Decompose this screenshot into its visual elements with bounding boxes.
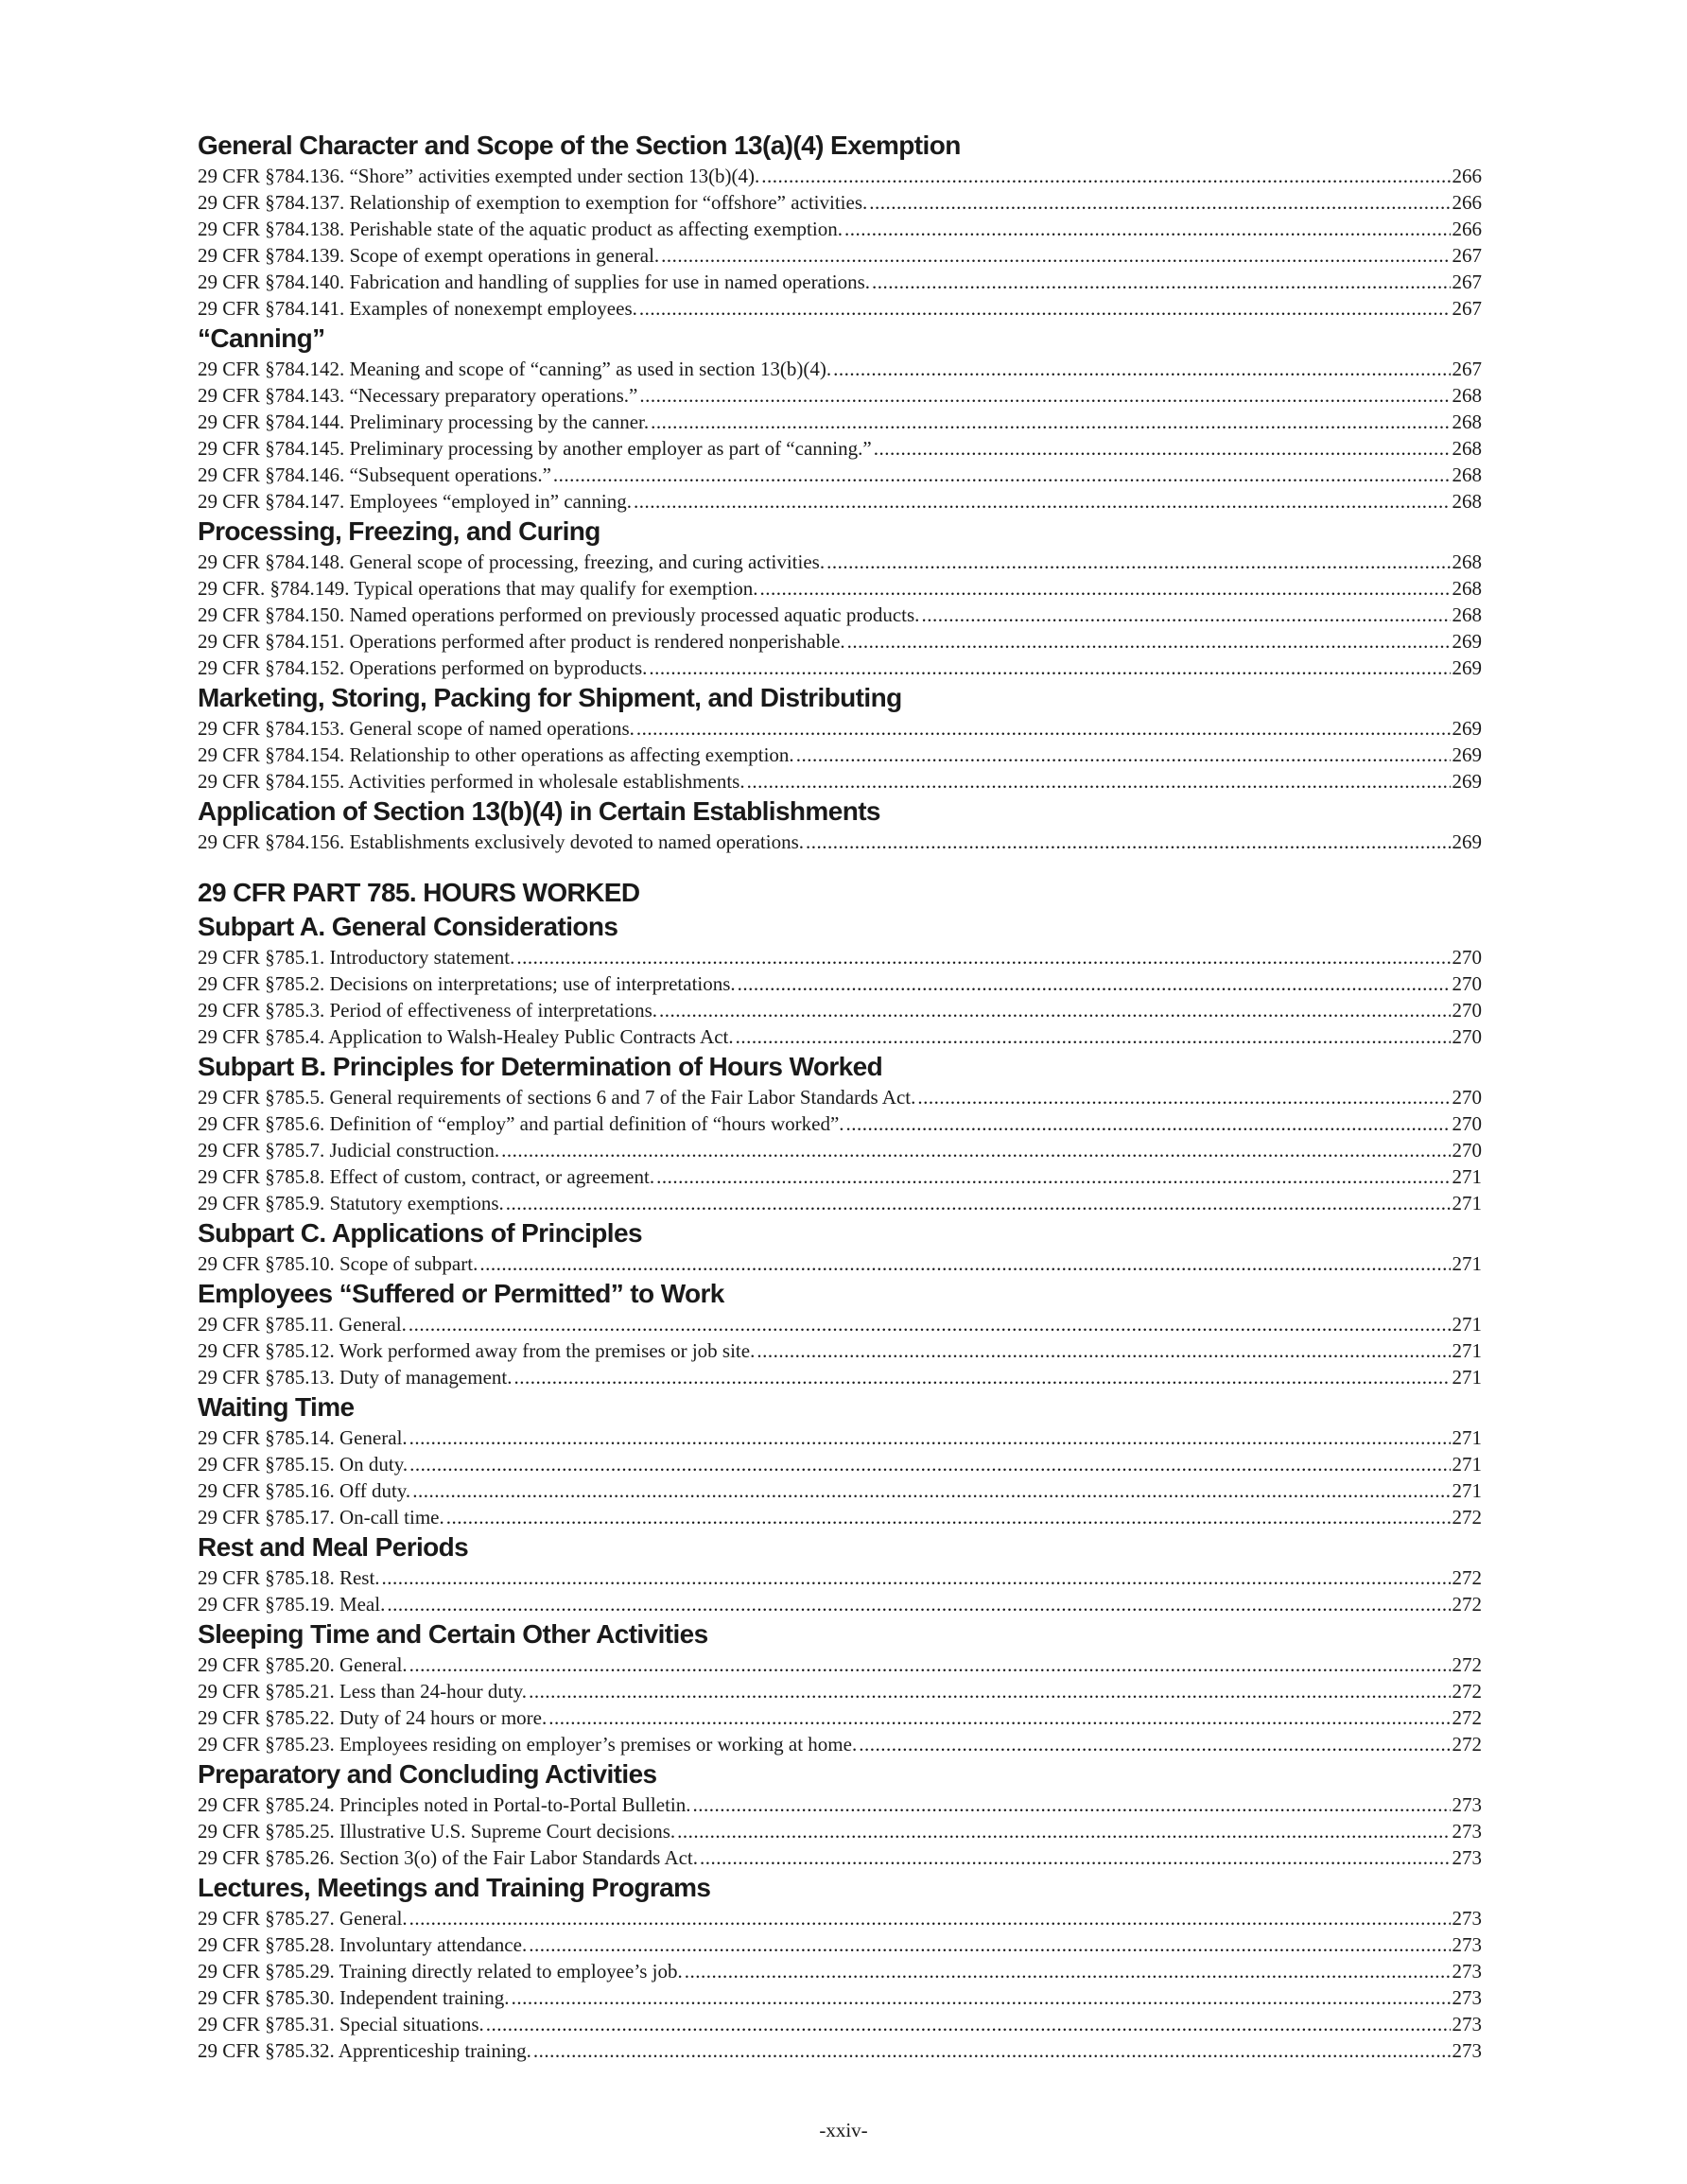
dot-leader bbox=[529, 1931, 1450, 1958]
toc-entry bbox=[198, 549, 1482, 575]
toc-entry-page: 268 bbox=[1452, 577, 1482, 600]
toc-entry-page: 268 bbox=[1452, 603, 1482, 626]
dot-leader bbox=[692, 1791, 1450, 1818]
toc-entry-title: 29 CFR §784.138. Perishable state of the aquatic product as affecting exemption. bbox=[198, 218, 843, 240]
toc-entry-page: 266 bbox=[1452, 191, 1482, 214]
section-heading: Marketing, Storing, Packing for Shipment, and Distributing bbox=[198, 683, 902, 712]
toc-entry-page: 269 bbox=[1452, 717, 1482, 740]
toc-entry-title: 29 CFR §784.140. Fabrication and handling of supplies for use in named operations. bbox=[198, 271, 870, 293]
toc-entry bbox=[198, 1477, 1482, 1504]
toc-entry-page: 268 bbox=[1452, 463, 1482, 486]
toc-entry-page: 269 bbox=[1452, 770, 1482, 793]
toc-entry-title: 29 CFR §785.30. Independent training. bbox=[198, 1986, 510, 2009]
dot-leader bbox=[685, 1958, 1451, 1984]
toc-entry bbox=[198, 742, 1482, 768]
dot-leader bbox=[639, 382, 1450, 409]
toc-entry bbox=[198, 1591, 1482, 1617]
toc-entry-title: 29 CFR §784.144. Preliminary processing by the canner. bbox=[198, 411, 650, 433]
dot-leader bbox=[409, 1311, 1451, 1337]
section-heading: Sleeping Time and Certain Other Activities bbox=[198, 1619, 708, 1649]
toc-entry bbox=[198, 1163, 1482, 1190]
toc-entry-title: 29 CFR §784.143. “Necessary preparatory operations.” bbox=[198, 384, 638, 407]
toc-entry-page: 273 bbox=[1452, 2039, 1482, 2062]
dot-leader bbox=[869, 189, 1450, 216]
toc-entry-page: 270 bbox=[1452, 1139, 1482, 1162]
toc-entry bbox=[198, 382, 1482, 409]
section-heading: Preparatory and Concluding Activities bbox=[198, 1759, 657, 1789]
section-heading: “Canning” bbox=[198, 323, 325, 353]
dot-leader bbox=[844, 216, 1451, 242]
toc-entry bbox=[198, 768, 1482, 795]
toc-entry-page: 272 bbox=[1452, 1593, 1482, 1616]
dot-leader bbox=[847, 628, 1451, 655]
dot-leader bbox=[859, 1731, 1450, 1757]
toc-entry-title: 29 CFR §785.5. General requirements of sections 6 and 7 of the Fair Labor Standards Act. bbox=[198, 1086, 916, 1109]
dot-leader bbox=[512, 1984, 1451, 2011]
dot-leader bbox=[874, 435, 1451, 462]
toc-entry-page: 270 bbox=[1452, 972, 1482, 995]
toc-entry-page: 269 bbox=[1452, 743, 1482, 766]
toc-entry-title: 29 CFR §785.20. General. bbox=[198, 1653, 408, 1676]
toc-entry-title: 29 CFR §784.151. Operations performed after product is rendered nonperishable. bbox=[198, 630, 845, 653]
toc-entry-title: 29 CFR §785.21. Less than 24-hour duty. bbox=[198, 1680, 528, 1703]
toc-entry-page: 272 bbox=[1452, 1680, 1482, 1703]
dot-leader bbox=[486, 2011, 1451, 2037]
section-heading: Subpart A. General Considerations bbox=[198, 912, 618, 941]
toc-entry bbox=[198, 1084, 1482, 1110]
dot-leader bbox=[833, 356, 1450, 382]
toc-entry-title: 29 CFR §785.4. Application to Walsh-Healey Public Contracts Act. bbox=[198, 1025, 734, 1048]
toc-entry-title: 29 CFR §784.142. Meaning and scope of “canning” as used in section 13(b)(4). bbox=[198, 358, 832, 380]
dot-leader bbox=[651, 409, 1450, 435]
toc-entry bbox=[198, 944, 1482, 970]
section-heading: Lectures, Meetings and Training Programs bbox=[198, 1873, 711, 1902]
toc-entry bbox=[198, 1110, 1482, 1137]
toc-entry-title: 29 CFR §785.13. Duty of management. bbox=[198, 1366, 513, 1389]
toc-entry-title: 29 CFR §785.24. Principles noted in Portal-to-Portal Bulletin. bbox=[198, 1793, 691, 1816]
toc-entry-title: 29 CFR §784.139. Scope of exempt operations in general. bbox=[198, 244, 660, 267]
toc-entry bbox=[198, 1137, 1482, 1163]
dot-leader bbox=[796, 742, 1451, 768]
toc-entry bbox=[198, 1844, 1482, 1871]
toc-entry-title: 29 CFR §785.7. Judicial construction. bbox=[198, 1139, 500, 1162]
toc-entry-title: 29 CFR §785.6. Definition of “employ” and partial definition of “hours worked”. bbox=[198, 1112, 844, 1135]
dot-leader bbox=[501, 1137, 1450, 1163]
toc-entry-title: 29 CFR §784.155. Activities performed in wholesale establishments. bbox=[198, 770, 745, 793]
toc-entry-page: 271 bbox=[1452, 1453, 1482, 1476]
toc-entry-title: 29 CFR §784.148. General scope of processing, freezing, and curing activities. bbox=[198, 550, 826, 573]
toc-entry-title: 29 CFR §785.31. Special situations. bbox=[198, 2013, 484, 2035]
dot-leader bbox=[806, 829, 1450, 855]
section-heading: Subpart B. Principles for Determination of Hours Worked bbox=[198, 1052, 883, 1081]
section-heading: Waiting Time bbox=[198, 1392, 355, 1422]
toc-entry-title: 29 CFR §785.11. General. bbox=[198, 1313, 407, 1336]
toc-entry bbox=[198, 655, 1482, 681]
toc-entry-title: 29 CFR §785.17. On-call time. bbox=[198, 1506, 444, 1529]
toc-entry-page: 267 bbox=[1452, 271, 1482, 293]
toc-entry-page: 271 bbox=[1452, 1165, 1482, 1188]
toc-entry bbox=[198, 1931, 1482, 1958]
toc-entry-title: 29 CFR §785.19. Meal. bbox=[198, 1593, 386, 1616]
dot-leader bbox=[747, 768, 1451, 795]
dot-leader bbox=[757, 1337, 1450, 1364]
toc-entry-title: 29 CFR §784.141. Examples of nonexempt employees. bbox=[198, 297, 637, 320]
toc-entry bbox=[198, 409, 1482, 435]
toc-entry bbox=[198, 2011, 1482, 2037]
toc-entry-page: 273 bbox=[1452, 1793, 1482, 1816]
toc-entry-title: 29 CFR §785.1. Introductory statement. bbox=[198, 946, 515, 969]
toc-entry bbox=[198, 1451, 1482, 1477]
part-heading: 29 CFR PART 785. HOURS WORKED bbox=[198, 878, 640, 907]
dot-leader bbox=[409, 1451, 1450, 1477]
toc-entry-page: 270 bbox=[1452, 1086, 1482, 1109]
toc-entry-page: 273 bbox=[1452, 2013, 1482, 2035]
toc-entry bbox=[198, 488, 1482, 515]
toc-entry bbox=[198, 295, 1482, 322]
dot-leader bbox=[677, 1818, 1450, 1844]
toc-entry bbox=[198, 1818, 1482, 1844]
toc-entry-page: 267 bbox=[1452, 358, 1482, 380]
dot-leader bbox=[479, 1250, 1450, 1277]
toc-entry-title: 29 CFR §785.27. General. bbox=[198, 1907, 408, 1930]
toc-entry-page: 268 bbox=[1452, 437, 1482, 460]
toc-entry-title: 29 CFR §785.12. Work performed away from the premises or job site. bbox=[198, 1339, 756, 1362]
toc-entry-page: 272 bbox=[1452, 1566, 1482, 1589]
toc-entry bbox=[198, 216, 1482, 242]
toc-entry bbox=[198, 462, 1482, 488]
toc-entry-title: 29 CFR §785.10. Scope of subpart. bbox=[198, 1252, 478, 1275]
toc-entry-page: 269 bbox=[1452, 830, 1482, 853]
toc-entry-title: 29 CFR §785.22. Duty of 24 hours or more. bbox=[198, 1706, 548, 1729]
toc-entry-page: 266 bbox=[1452, 218, 1482, 240]
toc-entry bbox=[198, 1364, 1482, 1390]
toc-entry-title: 29 CFR §784.136. “Shore” activities exempted under section 13(b)(4). bbox=[198, 165, 760, 187]
toc-entry-page: 273 bbox=[1452, 1986, 1482, 2009]
toc-entry bbox=[198, 1250, 1482, 1277]
dot-leader bbox=[700, 1844, 1450, 1871]
toc-entry-title: 29 CFR §785.9. Statutory exemptions. bbox=[198, 1192, 504, 1214]
dot-leader bbox=[529, 1678, 1450, 1704]
toc-entry bbox=[198, 602, 1482, 628]
toc-entry-page: 271 bbox=[1452, 1252, 1482, 1275]
dot-leader bbox=[548, 1704, 1450, 1731]
toc-entry-title: 29 CFR §784.156. Establishments exclusively devoted to named operations. bbox=[198, 830, 805, 853]
toc-entry-page: 268 bbox=[1452, 550, 1482, 573]
dot-leader bbox=[409, 1905, 1451, 1931]
toc-entry bbox=[198, 1984, 1482, 2011]
toc-entry bbox=[198, 1504, 1482, 1530]
dot-leader bbox=[382, 1564, 1451, 1591]
toc-entry-page: 270 bbox=[1452, 999, 1482, 1022]
dot-leader bbox=[639, 295, 1451, 322]
section-heading: Rest and Meal Periods bbox=[198, 1532, 469, 1562]
toc-entry-title: 29 CFR §785.29. Training directly related to employee’s job. bbox=[198, 1960, 683, 1983]
dot-leader bbox=[446, 1504, 1451, 1530]
toc-entry-title: 29 CFR §785.23. Employees residing on employer’s premises or working at home. bbox=[198, 1733, 858, 1756]
toc-entry-page: 271 bbox=[1452, 1479, 1482, 1502]
toc-entry-title: 29 CFR §785.28. Involuntary attendance. bbox=[198, 1933, 528, 1956]
dot-leader bbox=[846, 1110, 1451, 1137]
toc-entry-page: 272 bbox=[1452, 1653, 1482, 1676]
toc-entry bbox=[198, 829, 1482, 855]
toc-entry bbox=[198, 997, 1482, 1023]
table-of-contents bbox=[198, 129, 1482, 2064]
toc-entry-page: 270 bbox=[1452, 1112, 1482, 1135]
dot-leader bbox=[516, 944, 1450, 970]
toc-entry-page: 273 bbox=[1452, 1820, 1482, 1843]
toc-entry-title: 29 CFR §785.14. General. bbox=[198, 1426, 408, 1449]
dot-leader bbox=[634, 488, 1450, 515]
dot-leader bbox=[736, 1023, 1451, 1050]
toc-entry bbox=[198, 970, 1482, 997]
toc-entry-page: 269 bbox=[1452, 630, 1482, 653]
dot-leader bbox=[761, 163, 1450, 189]
toc-entry bbox=[198, 1958, 1482, 1984]
toc-entry-title: 29 CFR §785.25. Illustrative U.S. Supreme Court decisions. bbox=[198, 1820, 676, 1843]
dot-leader bbox=[661, 242, 1450, 269]
toc-entry bbox=[198, 269, 1482, 295]
dot-leader bbox=[738, 970, 1451, 997]
page-number: -xxiv- bbox=[819, 2119, 868, 2141]
toc-entry-title: 29 CFR §785.15. On duty. bbox=[198, 1453, 409, 1476]
toc-entry bbox=[198, 628, 1482, 655]
toc-entry bbox=[198, 1791, 1482, 1818]
toc-entry-title: 29 CFR. §784.149. Typical operations that may qualify for exemption. bbox=[198, 577, 758, 600]
toc-entry-page: 272 bbox=[1452, 1506, 1482, 1529]
toc-entry-page: 271 bbox=[1452, 1339, 1482, 1362]
toc-entry-page: 268 bbox=[1452, 411, 1482, 433]
dot-leader bbox=[656, 1163, 1450, 1190]
toc-entry-page: 266 bbox=[1452, 165, 1482, 187]
toc-entry-title: 29 CFR §784.137. Relationship of exemption to exemption for “offshore” activities. bbox=[198, 191, 868, 214]
toc-entry-page: 267 bbox=[1452, 297, 1482, 320]
toc-entry bbox=[198, 1905, 1482, 1931]
toc-entry-page: 273 bbox=[1452, 1933, 1482, 1956]
section-heading: General Character and Scope of the Section 13(a)(4) Exemption bbox=[198, 131, 961, 160]
section-heading: Subpart C. Applications of Principles bbox=[198, 1218, 642, 1248]
toc-entry-title: 29 CFR §785.18. Rest. bbox=[198, 1566, 380, 1589]
toc-entry bbox=[198, 2037, 1482, 2064]
dot-leader bbox=[649, 655, 1450, 681]
toc-entry bbox=[198, 1424, 1482, 1451]
toc-entry-page: 272 bbox=[1452, 1706, 1482, 1729]
toc-entry bbox=[198, 163, 1482, 189]
dot-leader bbox=[826, 549, 1450, 575]
toc-entry-page: 272 bbox=[1452, 1733, 1482, 1756]
dot-leader bbox=[513, 1364, 1450, 1390]
toc-entry-page: 269 bbox=[1452, 656, 1482, 679]
dot-leader bbox=[387, 1591, 1450, 1617]
toc-entry-title: 29 CFR §785.3. Period of effectiveness of interpretations. bbox=[198, 999, 658, 1022]
toc-entry bbox=[198, 1731, 1482, 1757]
toc-entry bbox=[198, 1704, 1482, 1731]
dot-leader bbox=[533, 2037, 1451, 2064]
toc-entry-title: 29 CFR §785.16. Off duty. bbox=[198, 1479, 411, 1502]
dot-leader bbox=[409, 1651, 1451, 1678]
toc-entry bbox=[198, 1190, 1482, 1216]
toc-entry-title: 29 CFR §785.8. Effect of custom, contract, or agreement. bbox=[198, 1165, 655, 1188]
section-heading: Employees “Suffered or Permitted” to Work bbox=[198, 1279, 724, 1308]
toc-entry-page: 268 bbox=[1452, 490, 1482, 513]
dot-leader bbox=[409, 1424, 1451, 1451]
toc-entry-page: 273 bbox=[1452, 1960, 1482, 1983]
toc-entry bbox=[198, 356, 1482, 382]
toc-entry-title: 29 CFR §785.26. Section 3(o) of the Fair Labor Standards Act. bbox=[198, 1846, 699, 1869]
toc-entry-title: 29 CFR §784.147. Employees “employed in” canning. bbox=[198, 490, 633, 513]
toc-entry-page: 271 bbox=[1452, 1366, 1482, 1389]
toc-entry-title: 29 CFR §784.146. “Subsequent operations.” bbox=[198, 463, 551, 486]
toc-entry bbox=[198, 242, 1482, 269]
toc-entry-title: 29 CFR §784.152. Operations performed on byproducts. bbox=[198, 656, 648, 679]
section-heading: Processing, Freezing, and Curing bbox=[198, 516, 600, 546]
toc-entry bbox=[198, 1651, 1482, 1678]
toc-entry bbox=[198, 1678, 1482, 1704]
toc-entry-title: 29 CFR §784.150. Named operations performed on previously processed aquatic products. bbox=[198, 603, 920, 626]
dot-leader bbox=[412, 1477, 1450, 1504]
toc-entry-page: 270 bbox=[1452, 1025, 1482, 1048]
toc-entry-page: 271 bbox=[1452, 1192, 1482, 1214]
toc-entry-page: 273 bbox=[1452, 1907, 1482, 1930]
toc-entry-title: 29 CFR §785.32. Apprenticeship training. bbox=[198, 2039, 531, 2062]
section-heading: Application of Section 13(b)(4) in Certain Establishments bbox=[198, 796, 880, 826]
toc-entry-page: 271 bbox=[1452, 1313, 1482, 1336]
toc-entry bbox=[198, 1311, 1482, 1337]
toc-entry-title: 29 CFR §784.145. Preliminary processing by another employer as part of “canning.” bbox=[198, 437, 872, 460]
toc-entry-title: 29 CFR §785.2. Decisions on interpretations; use of interpretations. bbox=[198, 972, 736, 995]
toc-entry bbox=[198, 189, 1482, 216]
toc-entry-title: 29 CFR §784.153. General scope of named operations. bbox=[198, 717, 635, 740]
toc-entry bbox=[198, 715, 1482, 742]
dot-leader bbox=[921, 602, 1450, 628]
toc-entry bbox=[198, 1337, 1482, 1364]
toc-entry bbox=[198, 1023, 1482, 1050]
toc-entry bbox=[198, 1564, 1482, 1591]
toc-entry bbox=[198, 435, 1482, 462]
toc-entry-page: 268 bbox=[1452, 384, 1482, 407]
toc-entry-title: 29 CFR §784.154. Relationship to other operations as affecting exemption. bbox=[198, 743, 794, 766]
dot-leader bbox=[636, 715, 1451, 742]
dot-leader bbox=[917, 1084, 1450, 1110]
toc-entry bbox=[198, 575, 1482, 602]
dot-leader bbox=[553, 462, 1451, 488]
toc-entry-page: 267 bbox=[1452, 244, 1482, 267]
dot-leader bbox=[506, 1190, 1451, 1216]
toc-entry-page: 270 bbox=[1452, 946, 1482, 969]
dot-leader bbox=[759, 575, 1450, 602]
toc-entry-page: 273 bbox=[1452, 1846, 1482, 1869]
toc-entry-page: 271 bbox=[1452, 1426, 1482, 1449]
dot-leader bbox=[872, 269, 1451, 295]
dot-leader bbox=[659, 997, 1450, 1023]
